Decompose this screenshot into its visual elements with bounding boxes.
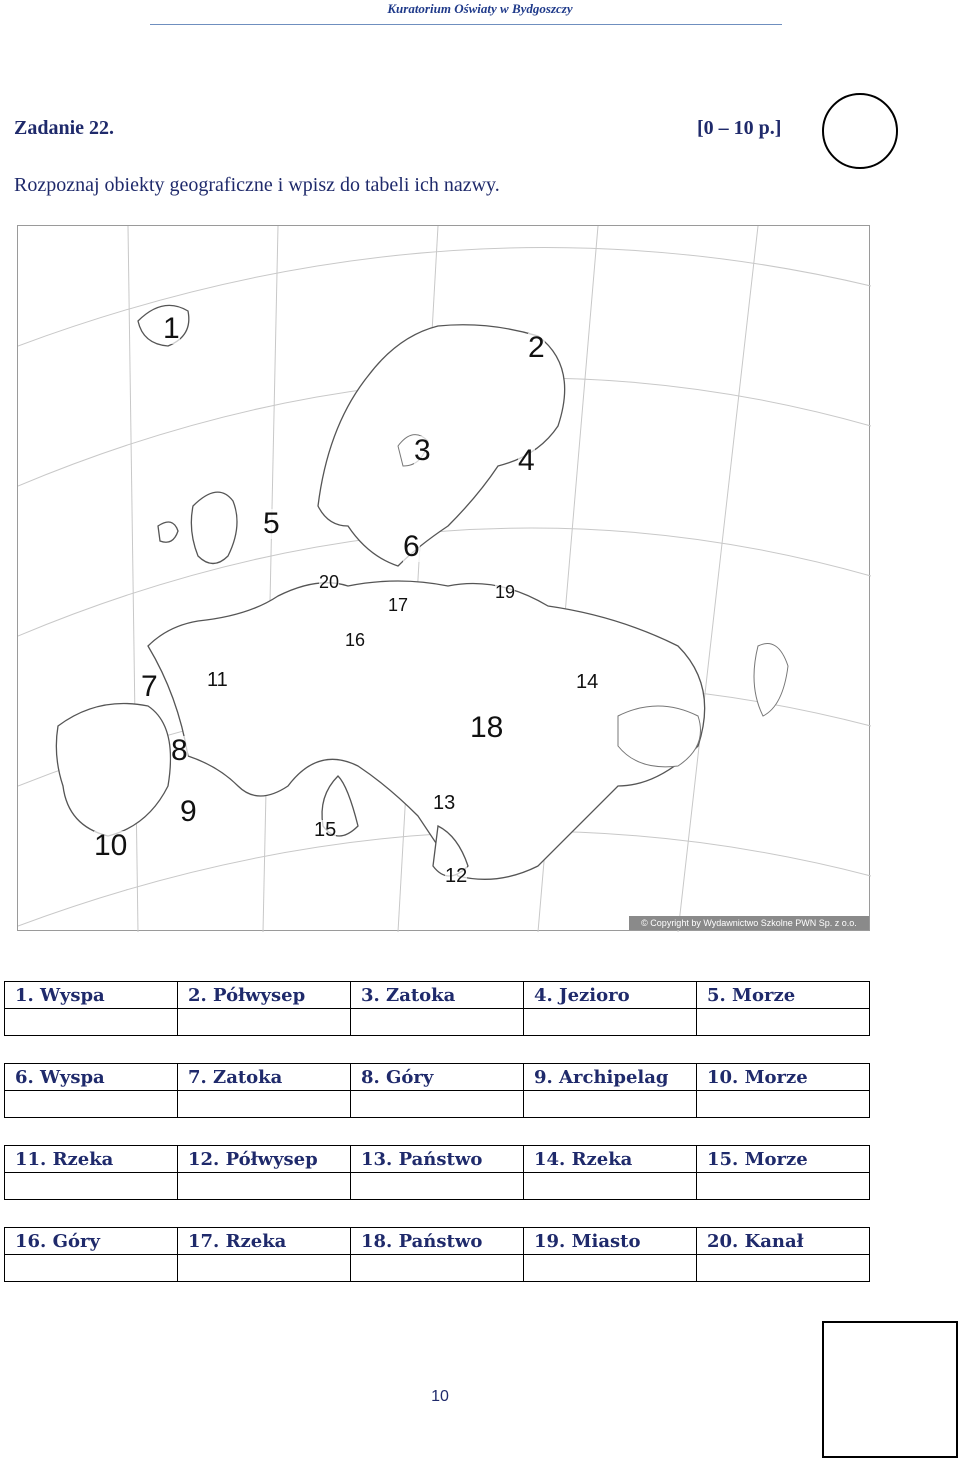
table-cell: 1. Wyspa	[5, 982, 178, 1009]
table-cell: 6. Wyspa	[5, 1064, 178, 1091]
answer-cell[interactable]	[697, 1255, 870, 1282]
answer-cell[interactable]	[697, 1091, 870, 1118]
answer-cell[interactable]	[178, 1009, 351, 1036]
answer-table-4	[4, 1227, 870, 1282]
answer-row	[5, 1009, 870, 1036]
table-cell: 19. Miasto	[524, 1228, 697, 1255]
table-cell: 20. Kanał	[697, 1228, 870, 1255]
table-cell: 10. Morze	[697, 1064, 870, 1091]
map-label-10: 10	[94, 829, 128, 862]
europe-map	[17, 225, 870, 942]
table-cell: 18. Państwo	[351, 1228, 524, 1255]
task-points: [0 – 10 p.]	[697, 117, 782, 139]
page-number: 10	[431, 1388, 449, 1405]
table-cell: 17. Rzeka	[178, 1228, 351, 1255]
map-outline	[18, 226, 871, 932]
map-label-2: 2	[528, 331, 545, 364]
answer-row	[5, 1173, 870, 1200]
table-row	[5, 982, 870, 1009]
answer-cell[interactable]	[524, 1255, 697, 1282]
map-label-16: 16	[345, 630, 366, 650]
map-copyright: © Copyright by Wydawnictwo Szkolne PWN Sp. z o.o. Warszawa 2012	[629, 916, 869, 930]
answer-row	[5, 1255, 870, 1282]
score-circle	[822, 93, 898, 169]
map-label-19: 19	[495, 582, 516, 602]
table-row	[5, 1064, 870, 1091]
answer-cell[interactable]	[351, 1091, 524, 1118]
answer-cell[interactable]	[524, 1009, 697, 1036]
answer-cell[interactable]	[5, 1091, 178, 1118]
table-cell: 5. Morze	[697, 982, 870, 1009]
map-label-3: 3	[414, 434, 431, 467]
map-label-5: 5	[263, 507, 280, 540]
answer-table-1	[4, 981, 870, 1036]
answer-cell[interactable]	[351, 1009, 524, 1036]
answer-cell[interactable]	[5, 1255, 178, 1282]
answer-cell[interactable]	[5, 1173, 178, 1200]
map-label-11: 11	[207, 669, 228, 691]
answer-row	[5, 1091, 870, 1118]
table-cell: 12. Półwysep	[178, 1146, 351, 1173]
answer-cell[interactable]	[351, 1173, 524, 1200]
table-cell: 13. Państwo	[351, 1146, 524, 1173]
table-cell: 2. Półwysep	[178, 982, 351, 1009]
table-cell: 16. Góry	[5, 1228, 178, 1255]
header-rule	[150, 24, 782, 25]
answer-cell[interactable]	[5, 1009, 178, 1036]
answer-cell[interactable]	[178, 1091, 351, 1118]
answer-cell[interactable]	[178, 1255, 351, 1282]
map-label-14: 14	[576, 671, 599, 693]
answer-table-2	[4, 1063, 870, 1118]
map-label-9: 9	[180, 795, 197, 828]
map-label-8: 8	[171, 734, 188, 767]
header-title: Kuratorium Oświaty w Bydgoszczy	[387, 1, 573, 16]
table-row	[5, 1146, 870, 1173]
map-label-4: 4	[518, 444, 535, 477]
answer-cell[interactable]	[697, 1009, 870, 1036]
table-row	[5, 1228, 870, 1255]
map-label-12: 12	[445, 865, 468, 887]
answer-cell[interactable]	[524, 1173, 697, 1200]
answer-cell[interactable]	[178, 1173, 351, 1200]
task-title: Zadanie 22.	[14, 117, 115, 139]
table-cell: 3. Zatoka	[351, 982, 524, 1009]
map-label-15: 15	[314, 819, 337, 841]
table-cell: 11. Rzeka	[5, 1146, 178, 1173]
table-cell: 14. Rzeka	[524, 1146, 697, 1173]
table-cell: 7. Zatoka	[178, 1064, 351, 1091]
map-label-1: 1	[163, 312, 180, 345]
map-label-17: 17	[388, 595, 409, 615]
map-label-13: 13	[433, 792, 456, 814]
map-label-7: 7	[141, 670, 158, 703]
answer-cell[interactable]	[351, 1255, 524, 1282]
answer-cell[interactable]	[524, 1091, 697, 1118]
map-label-20: 20	[319, 572, 340, 592]
table-cell: 9. Archipelag	[524, 1064, 697, 1091]
table-cell: 4. Jezioro	[524, 982, 697, 1009]
map-label-18: 18	[470, 711, 504, 744]
task-instruction: Rozpoznaj obiekty geograficzne i wpisz do tabeli ich nazwy.	[14, 174, 500, 196]
table-cell: 8. Góry	[351, 1064, 524, 1091]
answer-cell[interactable]	[697, 1173, 870, 1200]
table-cell: 15. Morze	[697, 1146, 870, 1173]
map-label-6: 6	[403, 530, 420, 563]
answer-table-3	[4, 1145, 870, 1200]
